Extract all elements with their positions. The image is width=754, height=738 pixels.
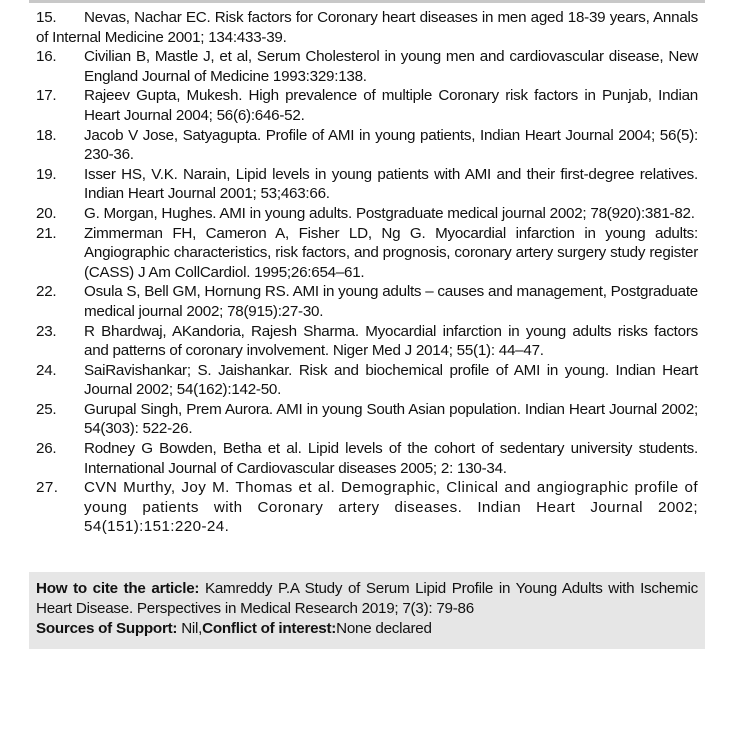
reference-text: G. Morgan, Hughes. AMI in young adults. Postgraduate medical journal 2002; 78(920):381-82. [84, 204, 695, 222]
reference-number: 17. [36, 87, 57, 105]
reference-text: R Bhardwaj, AKandoria, Rajesh Sharma. Myocardial infarction in young adults risks factors and patterns of coronary involvement. Niger Med J 2014; 55(1): 44–47. [84, 322, 698, 360]
reference-item [36, 478, 698, 537]
reference-number: 22. [36, 283, 57, 301]
support-value: Nil, [177, 620, 203, 637]
reference-item [36, 86, 698, 125]
reference-number: 26. [36, 440, 57, 458]
reference-item [36, 165, 698, 204]
reference-item [36, 361, 698, 400]
reference-text: Civilian B, Mastle J, et al, Serum Cholesterol in young men and cardiovascular disease, New England Journal of Medicine 1993:329:138. [84, 48, 698, 85]
reference-item [36, 322, 698, 361]
reference-number: 16. [36, 48, 57, 66]
reference-text: CVN Murthy, Joy M. Thomas et al. Demographic, Clinical and angiographic profile of young patients with Coronary artery diseases. Indian Heart Journal 2002; 54(151):151:220-24. [84, 479, 698, 536]
how-to-cite-label: How to cite the article: [36, 580, 200, 597]
reference-text: Rajeev Gupta, Mukesh. High prevalence of multiple Coronary risk factors in Punjab, Indian Heart Journal 2004; 56(6):646-52. [84, 87, 698, 124]
reference-item [36, 47, 698, 86]
reference-item [36, 439, 698, 478]
reference-number: 25. [36, 400, 57, 418]
citation-box [29, 572, 705, 649]
reference-number: 20. [36, 204, 57, 222]
sources-line [36, 619, 698, 639]
reference-text: Gurupal Singh, Prem Aurora. AMI in young South Asian population. Indian Heart Journal 2002; 54(303): 522-26. [84, 400, 698, 438]
reference-item [36, 282, 698, 321]
reference-number: 23. [36, 322, 57, 340]
reference-text: Nevas, Nachar EC. Risk factors for Coronary heart diseases in men aged 18-39 years, Annals of Internal Medicine 2001; 134:433-39. [36, 9, 698, 46]
reference-item [36, 126, 698, 165]
reference-text: Zimmerman FH, Cameron A, Fisher LD, Ng G. Myocardial infarction in young adults: Angiographic characteristics, risk factors, and prognosis, coronary artery surgery study register (CASS) J Am CollCardiol. 1995;26:654–61. [84, 224, 698, 281]
reference-number: 21. [36, 224, 57, 242]
reference-text: Osula S, Bell GM, Hornung RS. AMI in young adults – causes and management, Postgraduate medical journal 2002; 78(915):27-30. [84, 283, 698, 320]
reference-text: Isser HS, V.K. Narain, Lipid levels in young patients with AMI and their first-degree relatives. Indian Heart Journal 2001; 53;463:66. [84, 165, 698, 203]
reference-text: SaiRavishankar; S. Jaishankar. Risk and biochemical profile of AMI in young. Indian Heart Journal 2002; 54(162):142-50. [84, 361, 698, 399]
citation-content [36, 579, 698, 639]
reference-number: 27. [36, 479, 59, 497]
reference-list [36, 8, 698, 537]
conflict-value: None declared [336, 620, 432, 637]
reference-item [36, 224, 698, 283]
conflict-label: Conflict of interest: [202, 620, 337, 637]
support-label: Sources of Support: [36, 620, 178, 637]
reference-item [36, 400, 698, 439]
reference-item [36, 8, 698, 47]
how-to-cite [36, 579, 698, 619]
reference-number: 19. [36, 165, 57, 183]
reference-text: Jacob V Jose, Satyagupta. Profile of AMI in young patients, Indian Heart Journal 2004; 56(5): 230-36. [84, 126, 698, 164]
reference-number: 15. [36, 9, 57, 26]
top-divider [29, 0, 705, 3]
reference-number: 18. [36, 126, 57, 144]
reference-item [36, 204, 698, 224]
how-to-cite-text: Kamreddy P.A Study of Serum Lipid Profile in Young Adults with Ischemic Heart Disease. Perspectives in Medical Research 2019; 7(3): 79-86 [36, 580, 698, 617]
reference-number: 24. [36, 361, 57, 379]
reference-text: Rodney G Bowden, Betha et al. Lipid levels of the cohort of sedentary university students. International Journal of Cardiovascular diseases 2005; 2: 130-34. [84, 440, 698, 477]
